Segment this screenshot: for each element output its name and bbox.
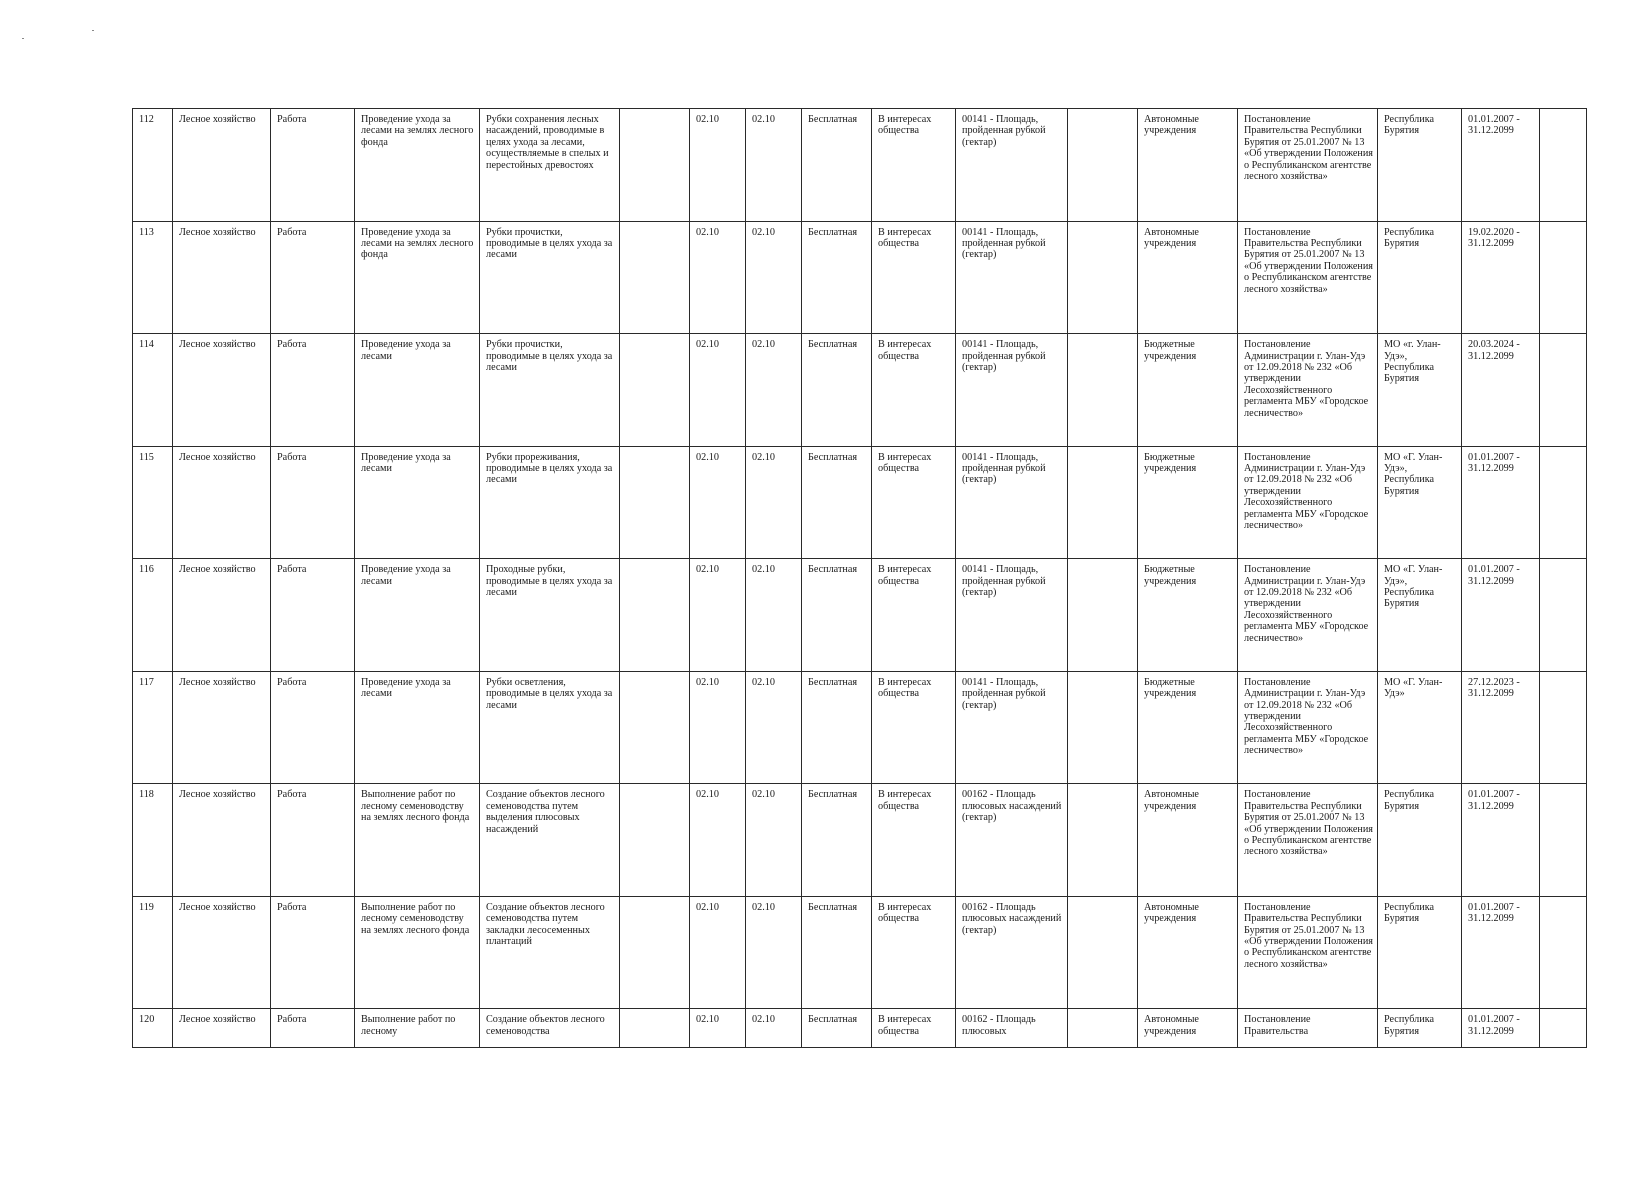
table-row <box>133 446 1587 559</box>
cell-service-name: Проведение ухода за лесами <box>355 334 480 447</box>
cell-sector: Лесное хозяйство <box>173 1009 271 1048</box>
cell-consumer: В интересах общества <box>872 896 956 1009</box>
cell-legal-act: Постановление Правительства Республики Бурятия от 25.01.2007 № 13 «Об утверждении Положения о Республиканском агентстве лесного хозяйства» <box>1238 896 1378 1009</box>
cell-code-1: 02.10 <box>690 896 746 1009</box>
cell-empty <box>620 1009 690 1048</box>
cell-code-2: 02.10 <box>746 109 802 222</box>
cell-sector: Лесное хозяйство <box>173 784 271 897</box>
cell-type: Работа <box>271 109 355 222</box>
table-row <box>133 334 1587 447</box>
cell-empty <box>1540 784 1587 897</box>
cell-service-name: Проведение ухода за лесами <box>355 559 480 672</box>
cell-empty <box>1068 896 1138 1009</box>
cell-indicator: 00141 - Площадь, пройденная рубкой (гектар) <box>956 109 1068 222</box>
table-row <box>133 559 1587 672</box>
cell-content: Создание объектов лесного семеноводства путем закладки лесосеменных плантаций <box>480 896 620 1009</box>
cell-number: 115 <box>133 446 173 559</box>
table-row <box>133 221 1587 334</box>
cell-empty <box>1068 334 1138 447</box>
cell-indicator: 00141 - Площадь, пройденная рубкой (гектар) <box>956 559 1068 672</box>
cell-service-name: Выполнение работ по лесному семеноводству на землях лесного фонда <box>355 896 480 1009</box>
cell-content: Рубки прочистки, проводимые в целях ухода за лесами <box>480 221 620 334</box>
cell-content: Проходные рубки, проводимые в целях ухода за лесами <box>480 559 620 672</box>
cell-content: Создание объектов лесного семеноводства путем выделения плюсовых насаждений <box>480 784 620 897</box>
cell-consumer: В интересах общества <box>872 784 956 897</box>
cell-code-2: 02.10 <box>746 671 802 784</box>
scan-artifacts <box>22 30 112 42</box>
cell-number: 113 <box>133 221 173 334</box>
cell-type: Работа <box>271 784 355 897</box>
cell-empty <box>1540 221 1587 334</box>
cell-empty <box>1068 671 1138 784</box>
cell-empty <box>1540 109 1587 222</box>
cell-service-name: Выполнение работ по лесному семеноводству на землях лесного фонда <box>355 784 480 897</box>
cell-period: 01.01.2007 - 31.12.2099 <box>1462 109 1540 222</box>
cell-empty <box>1068 1009 1138 1048</box>
cell-payment: Бесплатная <box>802 559 872 672</box>
cell-sector: Лесное хозяйство <box>173 109 271 222</box>
cell-type: Работа <box>271 334 355 447</box>
cell-period: 01.01.2007 - 31.12.2099 <box>1462 559 1540 672</box>
table-row <box>133 1009 1587 1048</box>
cell-number: 116 <box>133 559 173 672</box>
cell-consumer: В интересах общества <box>872 221 956 334</box>
cell-indicator: 00141 - Площадь, пройденная рубкой (гектар) <box>956 334 1068 447</box>
cell-sector: Лесное хозяйство <box>173 559 271 672</box>
cell-empty <box>1540 334 1587 447</box>
cell-empty <box>620 896 690 1009</box>
cell-legal-act: Постановление Администрации г. Улан-Удэ от 12.09.2018 № 232 «Об утверждении Лесохозяйственного регламента МБУ «Городское лесничество» <box>1238 334 1378 447</box>
cell-number: 112 <box>133 109 173 222</box>
cell-indicator: 00141 - Площадь, пройденная рубкой (гектар) <box>956 221 1068 334</box>
cell-sector: Лесное хозяйство <box>173 896 271 1009</box>
cell-number: 119 <box>133 896 173 1009</box>
cell-payment: Бесплатная <box>802 1009 872 1048</box>
cell-period: 01.01.2007 - 31.12.2099 <box>1462 1009 1540 1048</box>
cell-legal-act: Постановление Правительства Республики Бурятия от 25.01.2007 № 13 «Об утверждении Положения о Республиканском агентстве лесного хозяйства» <box>1238 784 1378 897</box>
cell-empty <box>1068 559 1138 672</box>
cell-type: Работа <box>271 671 355 784</box>
cell-indicator: 00162 - Площадь плюсовых насаждений (гектар) <box>956 896 1068 1009</box>
cell-institutions: Бюджетные учреждения <box>1138 559 1238 672</box>
cell-payment: Бесплатная <box>802 334 872 447</box>
cell-period: 27.12.2023 - 31.12.2099 <box>1462 671 1540 784</box>
cell-territory: Республика Бурятия <box>1378 109 1462 222</box>
cell-type: Работа <box>271 446 355 559</box>
cell-empty <box>620 109 690 222</box>
scan-speck <box>92 30 94 31</box>
cell-legal-act: Постановление Администрации г. Улан-Удэ от 12.09.2018 № 232 «Об утверждении Лесохозяйственного регламента МБУ «Городское лесничество» <box>1238 559 1378 672</box>
cell-content: Рубки прореживания, проводимые в целях ухода за лесами <box>480 446 620 559</box>
cell-payment: Бесплатная <box>802 671 872 784</box>
cell-empty <box>1540 1009 1587 1048</box>
cell-consumer: В интересах общества <box>872 671 956 784</box>
table-row <box>133 784 1587 897</box>
cell-type: Работа <box>271 559 355 672</box>
cell-number: 117 <box>133 671 173 784</box>
cell-consumer: В интересах общества <box>872 109 956 222</box>
cell-legal-act: Постановление Администрации г. Улан-Удэ от 12.09.2018 № 232 «Об утверждении Лесохозяйственного регламента МБУ «Городское лесничество» <box>1238 446 1378 559</box>
cell-type: Работа <box>271 1009 355 1048</box>
cell-service-name: Проведение ухода за лесами <box>355 671 480 784</box>
cell-territory: МО «Г. Улан-Удэ» <box>1378 671 1462 784</box>
cell-empty <box>1068 221 1138 334</box>
cell-institutions: Автономные учреждения <box>1138 221 1238 334</box>
cell-indicator: 00162 - Площадь плюсовых насаждений (гектар) <box>956 784 1068 897</box>
cell-sector: Лесное хозяйство <box>173 446 271 559</box>
cell-content: Создание объектов лесного семеноводства <box>480 1009 620 1048</box>
cell-territory: Республика Бурятия <box>1378 784 1462 897</box>
cell-period: 01.01.2007 - 31.12.2099 <box>1462 784 1540 897</box>
cell-service-name: Проведение ухода за лесами <box>355 446 480 559</box>
cell-legal-act: Постановление Администрации г. Улан-Удэ от 12.09.2018 № 232 «Об утверждении Лесохозяйственного регламента МБУ «Городское лесничество» <box>1238 671 1378 784</box>
cell-empty <box>620 446 690 559</box>
cell-content: Рубки сохранения лесных насаждений, проводимые в целях ухода за лесами, осуществляемые в спелых и перестойных древостоях <box>480 109 620 222</box>
cell-content: Рубки осветления, проводимые в целях ухода за лесами <box>480 671 620 784</box>
table-row <box>133 896 1587 1009</box>
cell-indicator: 00141 - Площадь, пройденная рубкой (гектар) <box>956 671 1068 784</box>
cell-code-1: 02.10 <box>690 671 746 784</box>
cell-sector: Лесное хозяйство <box>173 671 271 784</box>
cell-territory: Республика Бурятия <box>1378 221 1462 334</box>
cell-institutions: Автономные учреждения <box>1138 784 1238 897</box>
cell-code-1: 02.10 <box>690 559 746 672</box>
services-register-table <box>132 108 1587 1048</box>
cell-territory: Республика Бурятия <box>1378 1009 1462 1048</box>
cell-service-name: Проведение ухода за лесами на землях лесного фонда <box>355 221 480 334</box>
cell-sector: Лесное хозяйство <box>173 221 271 334</box>
cell-payment: Бесплатная <box>802 109 872 222</box>
table-row <box>133 671 1587 784</box>
cell-payment: Бесплатная <box>802 221 872 334</box>
cell-institutions: Автономные учреждения <box>1138 109 1238 222</box>
cell-indicator: 00162 - Площадь плюсовых <box>956 1009 1068 1048</box>
cell-period: 01.01.2007 - 31.12.2099 <box>1462 896 1540 1009</box>
cell-institutions: Бюджетные учреждения <box>1138 671 1238 784</box>
cell-code-2: 02.10 <box>746 446 802 559</box>
cell-code-1: 02.10 <box>690 221 746 334</box>
cell-code-1: 02.10 <box>690 334 746 447</box>
cell-empty <box>1540 671 1587 784</box>
cell-empty <box>620 784 690 897</box>
cell-territory: МО «Г. Улан-Удэ», Республика Бурятия <box>1378 446 1462 559</box>
cell-code-2: 02.10 <box>746 559 802 672</box>
cell-territory: Республика Бурятия <box>1378 896 1462 1009</box>
cell-institutions: Бюджетные учреждения <box>1138 334 1238 447</box>
cell-code-2: 02.10 <box>746 896 802 1009</box>
cell-service-name: Выполнение работ по лесному <box>355 1009 480 1048</box>
cell-territory: МО «г. Улан-Удэ», Республика Бурятия <box>1378 334 1462 447</box>
cell-empty <box>620 221 690 334</box>
cell-indicator: 00141 - Площадь, пройденная рубкой (гектар) <box>956 446 1068 559</box>
cell-code-2: 02.10 <box>746 1009 802 1048</box>
cell-code-2: 02.10 <box>746 221 802 334</box>
cell-empty <box>1540 896 1587 1009</box>
table-body <box>133 109 1587 1048</box>
cell-empty <box>1540 446 1587 559</box>
cell-period: 01.01.2007 - 31.12.2099 <box>1462 446 1540 559</box>
cell-payment: Бесплатная <box>802 446 872 559</box>
cell-payment: Бесплатная <box>802 896 872 1009</box>
cell-legal-act: Постановление Правительства <box>1238 1009 1378 1048</box>
cell-type: Работа <box>271 221 355 334</box>
cell-number: 120 <box>133 1009 173 1048</box>
cell-empty <box>620 559 690 672</box>
cell-consumer: В интересах общества <box>872 1009 956 1048</box>
cell-period: 19.02.2020 - 31.12.2099 <box>1462 221 1540 334</box>
cell-empty <box>1068 784 1138 897</box>
cell-code-1: 02.10 <box>690 109 746 222</box>
table-row <box>133 109 1587 222</box>
cell-code-1: 02.10 <box>690 784 746 897</box>
cell-empty <box>1068 109 1138 222</box>
cell-empty <box>620 334 690 447</box>
cell-territory: МО «Г. Улан-Удэ», Республика Бурятия <box>1378 559 1462 672</box>
cell-consumer: В интересах общества <box>872 559 956 672</box>
cell-legal-act: Постановление Правительства Республики Бурятия от 25.01.2007 № 13 «Об утверждении Положения о Республиканском агентстве лесного хозяйства» <box>1238 221 1378 334</box>
cell-institutions: Автономные учреждения <box>1138 1009 1238 1048</box>
cell-empty <box>1540 559 1587 672</box>
cell-code-1: 02.10 <box>690 446 746 559</box>
cell-period: 20.03.2024 - 31.12.2099 <box>1462 334 1540 447</box>
cell-type: Работа <box>271 896 355 1009</box>
cell-number: 118 <box>133 784 173 897</box>
cell-code-1: 02.10 <box>690 1009 746 1048</box>
cell-code-2: 02.10 <box>746 784 802 897</box>
cell-empty <box>620 671 690 784</box>
cell-service-name: Проведение ухода за лесами на землях лесного фонда <box>355 109 480 222</box>
cell-consumer: В интересах общества <box>872 446 956 559</box>
cell-code-2: 02.10 <box>746 334 802 447</box>
cell-empty <box>1068 446 1138 559</box>
cell-institutions: Бюджетные учреждения <box>1138 446 1238 559</box>
scan-speck <box>22 38 24 39</box>
cell-payment: Бесплатная <box>802 784 872 897</box>
cell-number: 114 <box>133 334 173 447</box>
cell-sector: Лесное хозяйство <box>173 334 271 447</box>
cell-content: Рубки прочистки, проводимые в целях ухода за лесами <box>480 334 620 447</box>
cell-institutions: Автономные учреждения <box>1138 896 1238 1009</box>
cell-consumer: В интересах общества <box>872 334 956 447</box>
cell-legal-act: Постановление Правительства Республики Бурятия от 25.01.2007 № 13 «Об утверждении Положения о Республиканском агентстве лесного хозяйства» <box>1238 109 1378 222</box>
